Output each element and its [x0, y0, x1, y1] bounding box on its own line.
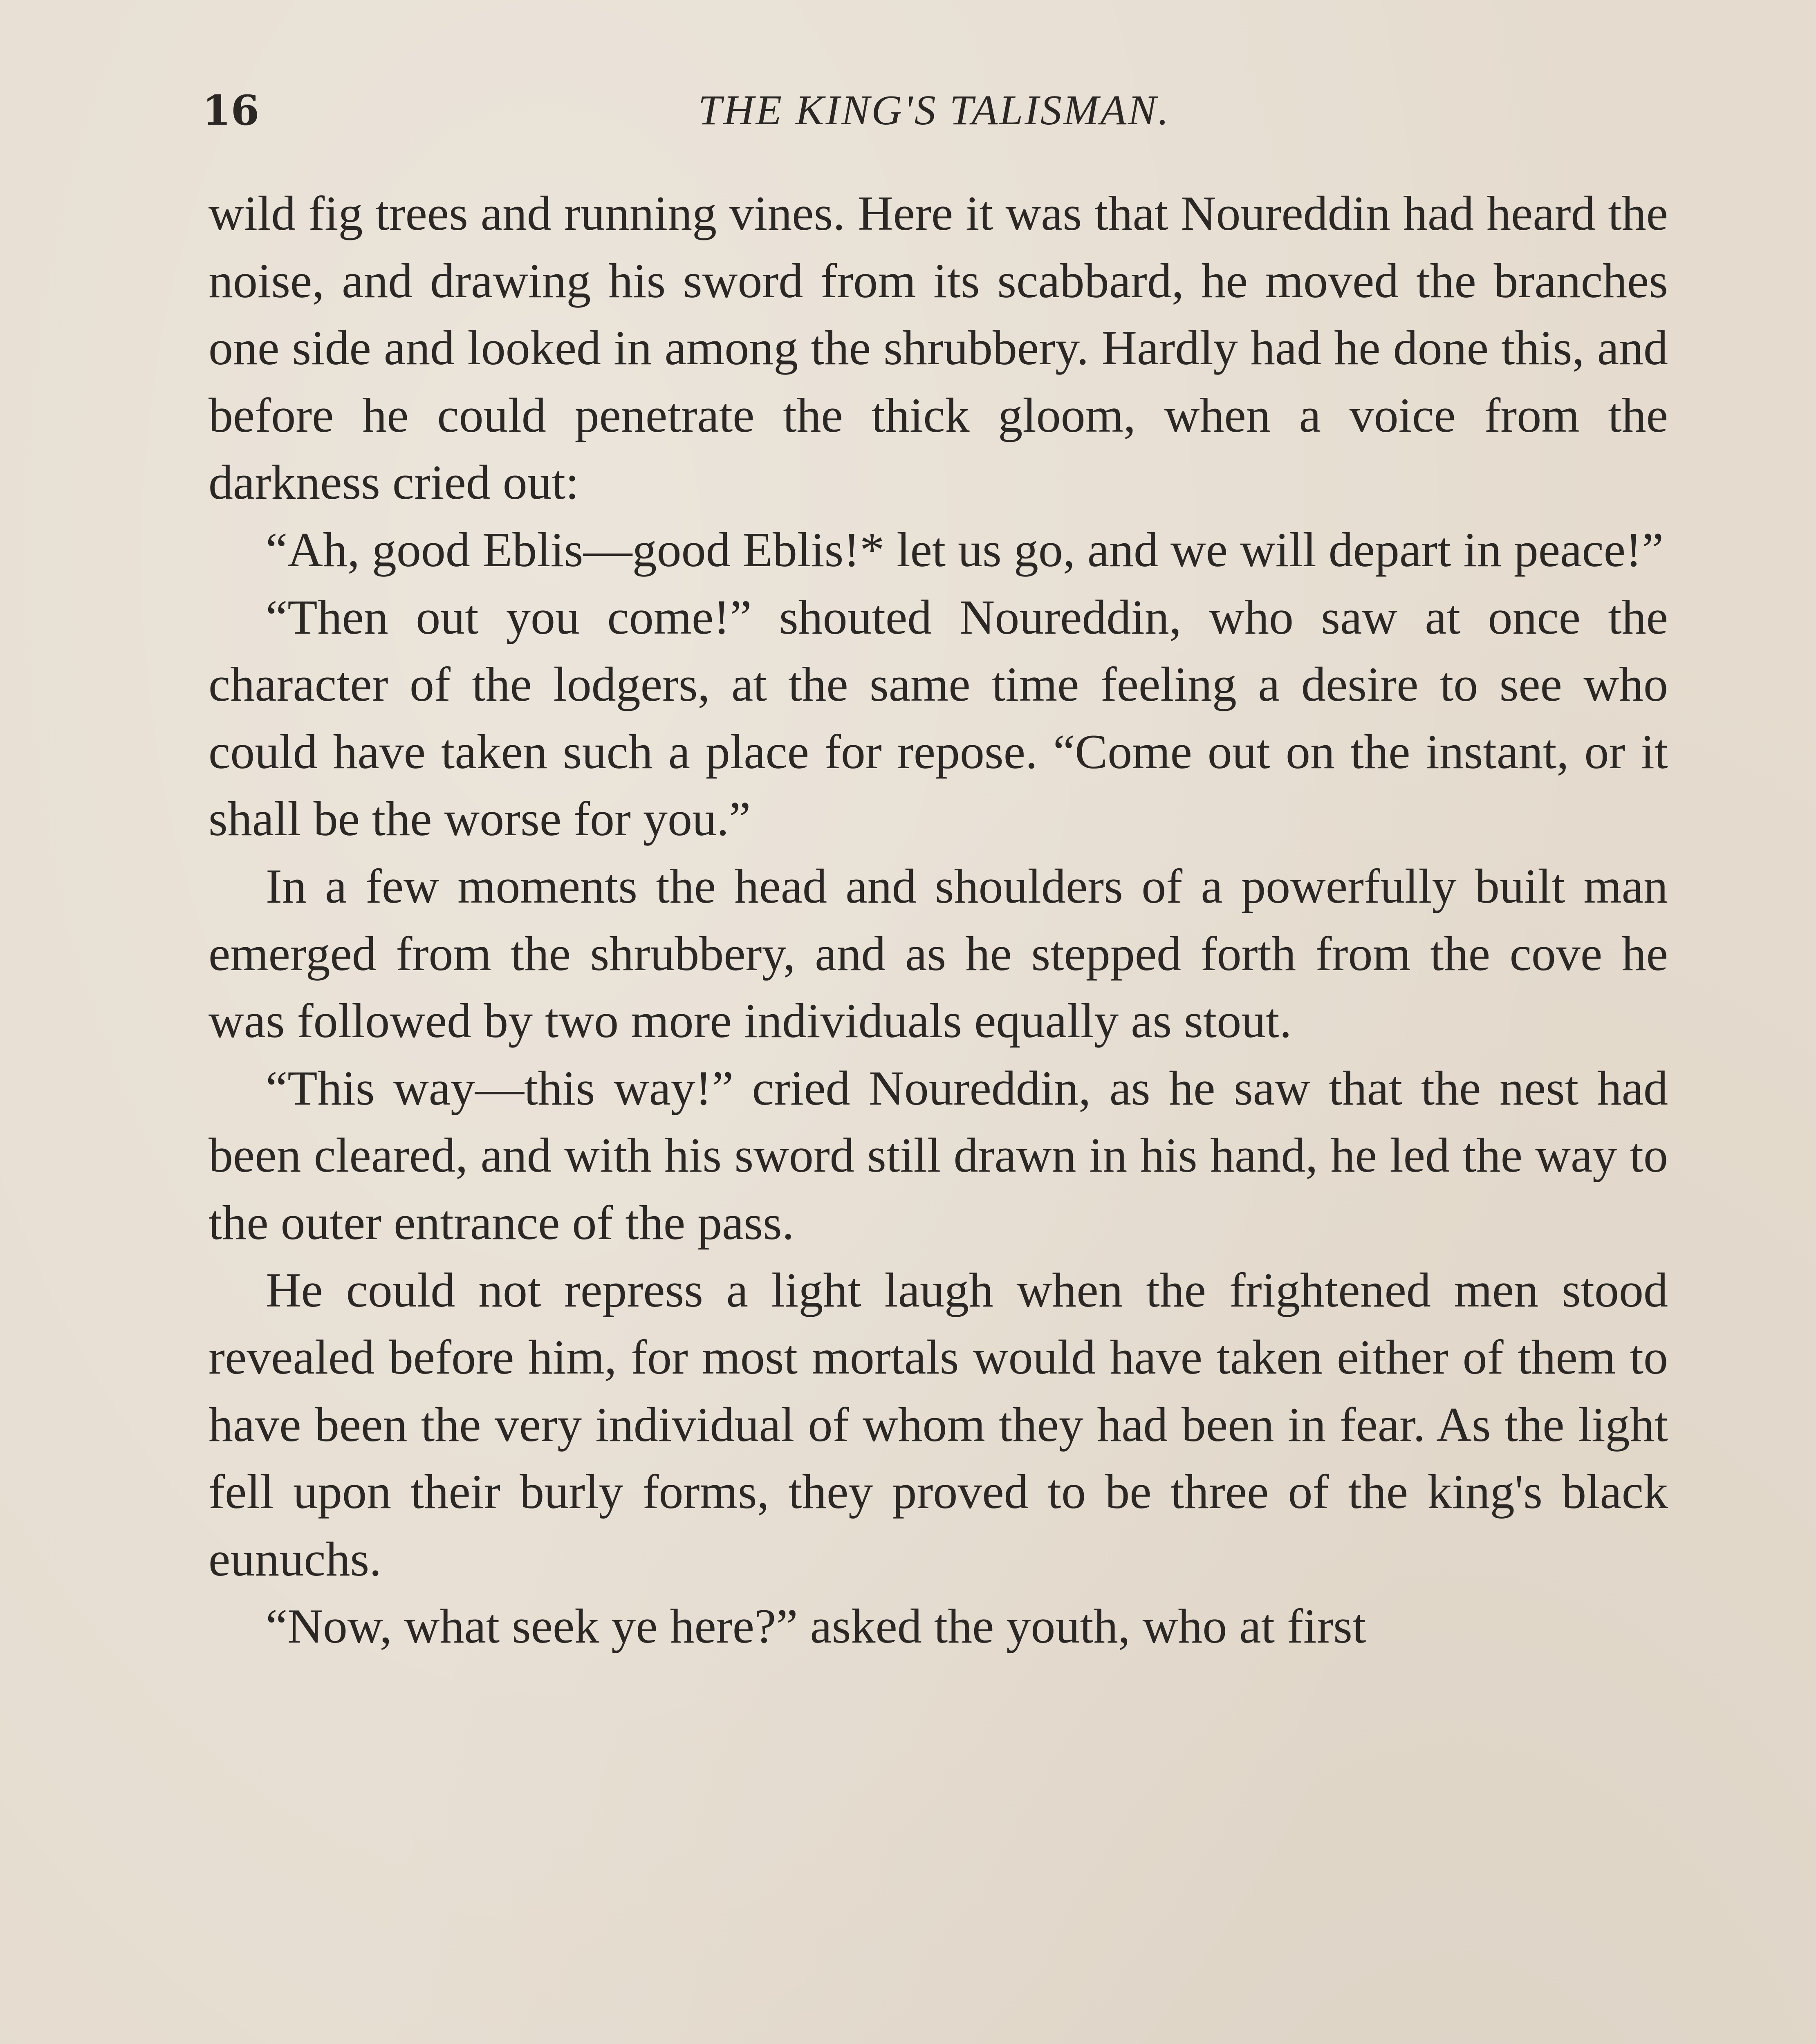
running-title: THE KING'S TALISMAN.	[698, 87, 1170, 134]
body-text	[209, 180, 1668, 1660]
paragraph: “This way—this way!” cried Noureddin, as he saw that the nest had been cleared, and with his sword still drawn in his hand, he led the way to the outer entrance of the pass.	[209, 1060, 1668, 1250]
paragraph: In a few moments the head and shoulders of a powerfully built man emerged from the shrubbery, and as he stepped forth from the cove he was followed by two more individuals equally as stout.	[209, 858, 1668, 1048]
page-header	[202, 82, 1666, 139]
paragraph: wild fig trees and running vines. Here it was that Noureddin had heard the noise, and drawing his sword from its scabbard, he moved the branches one side and looked in among the shrubbery. Hardly had he done this, and before he could penetrate the thick gloom, when a voice from the darkness cried out:	[209, 186, 1668, 510]
paragraph: He could not repress a light laugh when the frightened men stood revealed before him, for most mortals would have taken either of them to have been the very individual of whom they had been in fear. As the light fell upon their burly forms, they proved to be three of the king's black eunuchs.	[209, 1262, 1668, 1586]
paragraph: “Ah, good Eblis—good Eblis!* let us go, and we will depart in peace!”	[266, 522, 1664, 577]
paragraph: “Now, what seek ye here?” asked the youth, who at first	[266, 1599, 1366, 1654]
page-number: 16	[202, 86, 260, 134]
paragraph: “Then out you come!” shouted Noureddin, who saw at once the character of the lodgers, at the same time feeling a desire to see who could have taken such a place for repose. “Come out on the instant, or it shall be the worse for you.”	[209, 589, 1668, 846]
